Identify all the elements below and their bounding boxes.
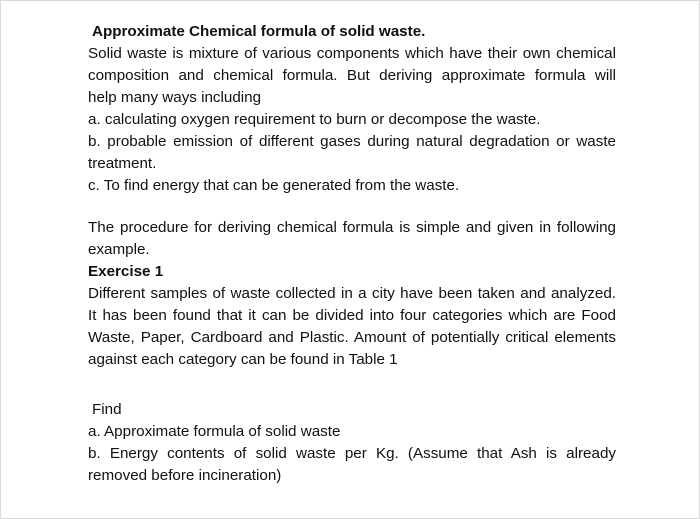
document-body <box>88 21 616 487</box>
find-item-b: b. Energy contents of solid waste per Kg. (Assume that Ash is already <box>88 445 616 462</box>
find-item-b-continued: removed before incineration) <box>88 467 282 484</box>
use-item-b-continued: treatment. <box>88 155 157 172</box>
intro-line-1: Solid waste is mixture of various components which have their own chemical <box>88 45 616 62</box>
exercise-line-4: against each category can be found in Table 1 <box>88 351 398 368</box>
find-label: Find <box>92 401 122 418</box>
procedure-line-1: The procedure for deriving chemical formula is simple and given in following <box>88 219 616 236</box>
procedure-line-2: example. <box>88 241 150 258</box>
use-item-c: c. To find energy that can be generated from the waste. <box>88 177 460 194</box>
use-item-a: a. calculating oxygen requirement to burn or decompose the waste. <box>88 111 541 128</box>
intro-line-3: help many ways including <box>88 89 262 106</box>
exercise-heading: Exercise 1 <box>88 263 164 280</box>
exercise-line-2: It has been found that it can be divided into four categories which are Food <box>88 307 616 324</box>
exercise-line-1: Different samples of waste collected in a city have been taken and analyzed. <box>88 285 616 302</box>
find-item-a: a. Approximate formula of solid waste <box>88 423 341 440</box>
intro-line-2: composition and chemical formula. But deriving approximate formula will <box>88 67 616 84</box>
exercise-line-3: Waste, Paper, Cardboard and Plastic. Amount of potentially critical elements <box>88 329 616 346</box>
section-title: Approximate Chemical formula of solid waste. <box>92 23 426 40</box>
use-item-b: b. probable emission of different gases during natural degradation or waste <box>88 133 616 150</box>
